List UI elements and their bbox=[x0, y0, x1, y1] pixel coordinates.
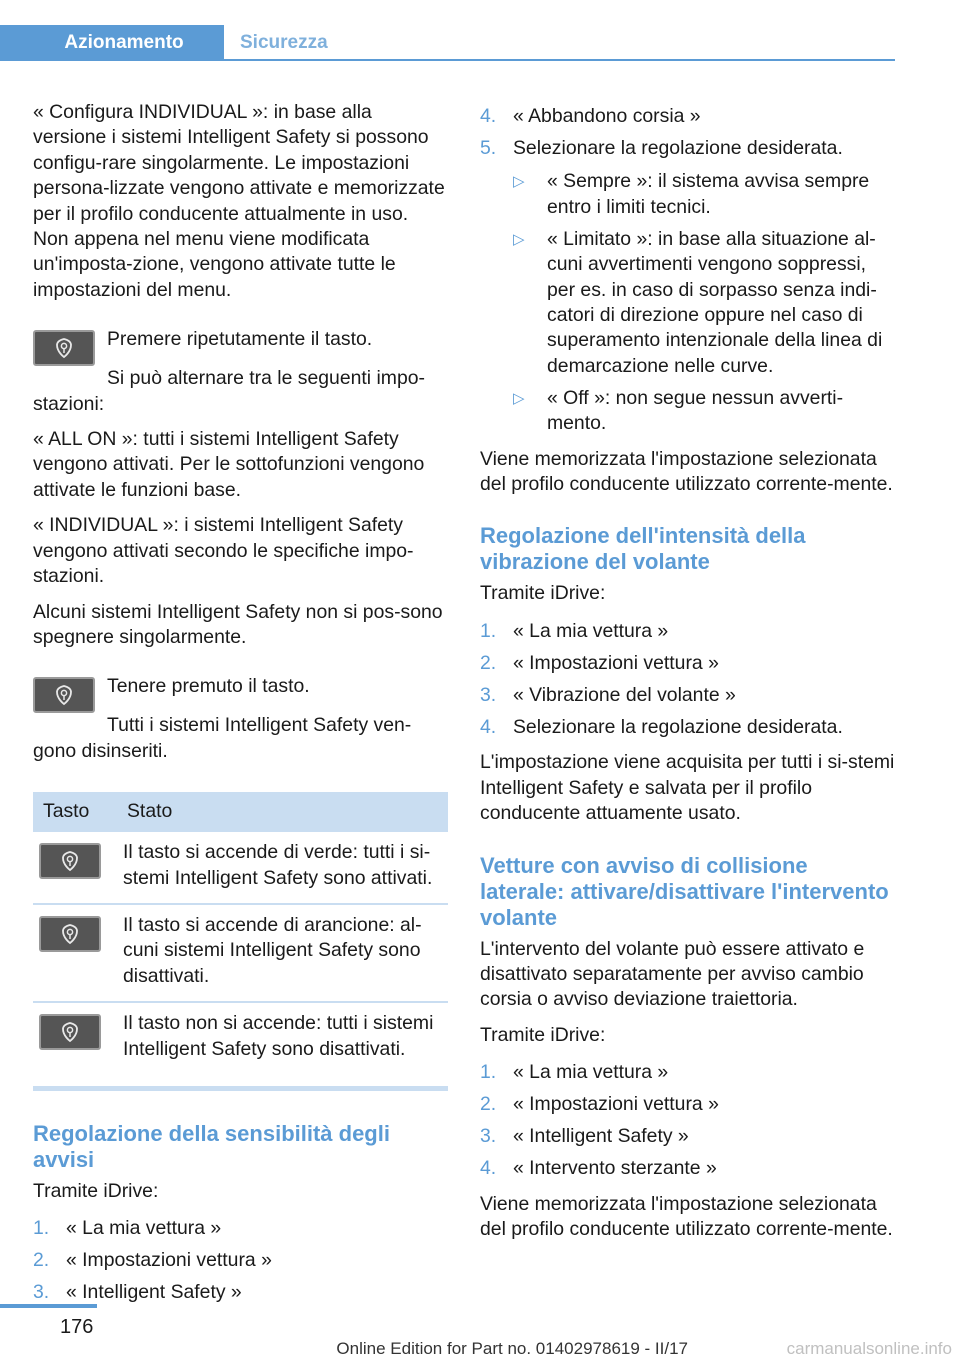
table-end-rule bbox=[33, 1086, 448, 1091]
table-row bbox=[33, 1002, 448, 1074]
table-header-state: Stato bbox=[117, 792, 448, 832]
cannot-disable-paragraph: Alcuni sistemi Intelligent Safety non si pos-sono spegnere singolarmente. bbox=[33, 600, 443, 648]
list-item: 4. « Abbandono corsia » bbox=[480, 105, 701, 127]
vibration-note: L'impostazione viene acquisita per tutti i si-stemi Intelligent Safety e salvata per il profilo conducente attuamente usato. bbox=[480, 751, 895, 825]
via-idrive-label: Tramite iDrive: bbox=[33, 1179, 159, 1202]
intelligent-safety-button-icon bbox=[33, 330, 95, 366]
intelligent-safety-button-icon bbox=[39, 843, 101, 879]
state-text: Il tasto si accende di arancione: al-cuni sistemi Intelligent Safety sono disattivati. bbox=[117, 904, 448, 1002]
list-item: 3. « Vibrazione del volante » bbox=[480, 683, 736, 706]
button-state-table bbox=[33, 792, 448, 1074]
vibration-steps bbox=[480, 619, 895, 740]
list-item: 1. « La mia vettura » bbox=[480, 1061, 669, 1084]
intelligent-safety-button-icon bbox=[39, 1014, 101, 1050]
section-tab-azionamento[interactable]: Azionamento bbox=[0, 25, 224, 61]
key-instruction-hold bbox=[33, 674, 448, 713]
option-list bbox=[513, 169, 895, 436]
list-item: 4. Selezionare la regolazione desiderata. bbox=[480, 715, 843, 738]
stored-paragraph-2: Viene memorizzata l'impostazione selezionata del profilo conducente utilizzato corrente-mente. bbox=[480, 1192, 893, 1240]
list-item: 1. « La mia vettura » bbox=[480, 619, 669, 642]
list-item: ▷ « Sempre »: il sistema avvisa sempre entro i limiti tecnici. bbox=[513, 170, 870, 218]
list-item: 5. Selezionare la regolazione desiderata. ▷ « Sempre »: il sistema avvisa sempre entro i limiti tecnici. ▷ « Limitato »: in base alla situazione al-cuni avvertimenti vengono soppressi, per es. in caso di sorpasso senza indi-catori di direzione oppure nel caso di superamento intenzionale della linea di demarcazione nelle curve. ▷ « Off »: non segue nessun avverti-mento. bbox=[480, 136, 895, 437]
list-item: 4. « Intervento sterzante » bbox=[480, 1157, 717, 1180]
list-item: 3. « Intelligent Safety » bbox=[33, 1281, 242, 1304]
key1-line1: Premere ripetutamente il tasto. bbox=[107, 328, 373, 351]
heading-vibration: Regolazione dell'intensità della vibrazione del volante bbox=[480, 523, 806, 575]
footer-rule bbox=[0, 1304, 97, 1308]
right-column bbox=[480, 104, 895, 1252]
edition-info: Online Edition for Part no. 01402978619 - II/17 bbox=[336, 1339, 688, 1358]
via-idrive-label: Tramite iDrive: bbox=[480, 1023, 606, 1046]
watermark-text: carmanualsonline.info bbox=[786, 1339, 952, 1358]
left-column bbox=[33, 100, 448, 1316]
key2-line1: Tenere premuto il tasto. bbox=[107, 675, 310, 698]
intelligent-safety-button-icon bbox=[33, 677, 95, 713]
page-number: 176 bbox=[60, 1316, 94, 1338]
via-idrive-label: Tramite iDrive: bbox=[480, 582, 606, 605]
list-item: 2. « Impostazioni vettura » bbox=[480, 1093, 719, 1116]
key-instruction-press bbox=[33, 327, 448, 366]
sensitivity-steps bbox=[33, 1216, 448, 1305]
table-row bbox=[33, 904, 448, 1002]
sensitivity-steps-continued bbox=[480, 104, 895, 437]
page-header bbox=[0, 25, 895, 61]
collision-paragraph: L'intervento del volante può essere attivato e disattivato separatamente per avviso cambio corsia o avviso deviazione traiettoria. bbox=[480, 937, 865, 1011]
table-row bbox=[33, 832, 448, 904]
header-rule bbox=[0, 59, 895, 61]
list-item: ▷ « Off »: non segue nessun avverti-mento. bbox=[513, 386, 844, 435]
list-item: 1. « La mia vettura » bbox=[33, 1217, 222, 1240]
list-item: 2. « Impostazioni vettura » bbox=[33, 1249, 272, 1272]
key1-line2: Si può alternare tra le seguenti impo-stazioni: bbox=[33, 367, 425, 415]
list-item: ▷ « Limitato »: in base alla situazione al-cuni avvertimenti vengono soppressi, per es. in caso di sorpasso senza indi-catori di direzione oppure nel caso di superamento intenzionale della linea di demarcazione nelle curve. bbox=[513, 227, 883, 377]
list-item: 2. « Impostazioni vettura » bbox=[480, 651, 719, 674]
collision-steps bbox=[480, 1060, 895, 1181]
all-on-paragraph: « ALL ON »: tutti i sistemi Intelligent Safety vengono attivati. Per le sottofunzioni vengono attivate le funzioni base. bbox=[33, 428, 425, 501]
heading-collision: Vetture con avviso di collisione laterale: attivare/disattivare l'intervento volante bbox=[480, 852, 889, 930]
intro-paragraph: « Configura INDIVIDUAL »: in base alla versione i sistemi Intelligent Safety si possono configu-rare singolarmente. Le impostazioni persona-lizzate vengono attivate e memorizzate per il profilo conducente attualmente in uso. Non appena nel menu viene modificata un'imposta-zione, vengono attivate tutte le impostazioni del menu. bbox=[33, 101, 445, 301]
key2-line2: Tutti i sistemi Intelligent Safety ven-gono disinseriti. bbox=[33, 714, 412, 762]
section-tab-sicurezza[interactable]: Sicurezza bbox=[240, 32, 328, 53]
list-item: 3. « Intelligent Safety » bbox=[480, 1125, 689, 1148]
heading-sensitivity: Regolazione della sensibilità degli avvisi bbox=[33, 1120, 390, 1172]
individual-paragraph: « INDIVIDUAL »: i sistemi Intelligent Safety vengono attivati secondo le specifiche impo-stazioni. bbox=[33, 514, 414, 588]
stored-paragraph: Viene memorizzata l'impostazione selezionata del profilo conducente utilizzato corrente-mente. bbox=[480, 447, 893, 496]
table-header-key: Tasto bbox=[33, 792, 117, 832]
state-text: Il tasto si accende di verde: tutti i si-stemi Intelligent Safety sono attivati. bbox=[117, 832, 448, 904]
state-text: Il tasto non si accende: tutti i sistemi Intelligent Safety sono disattivati. bbox=[123, 1012, 434, 1060]
intelligent-safety-button-icon bbox=[39, 916, 101, 952]
